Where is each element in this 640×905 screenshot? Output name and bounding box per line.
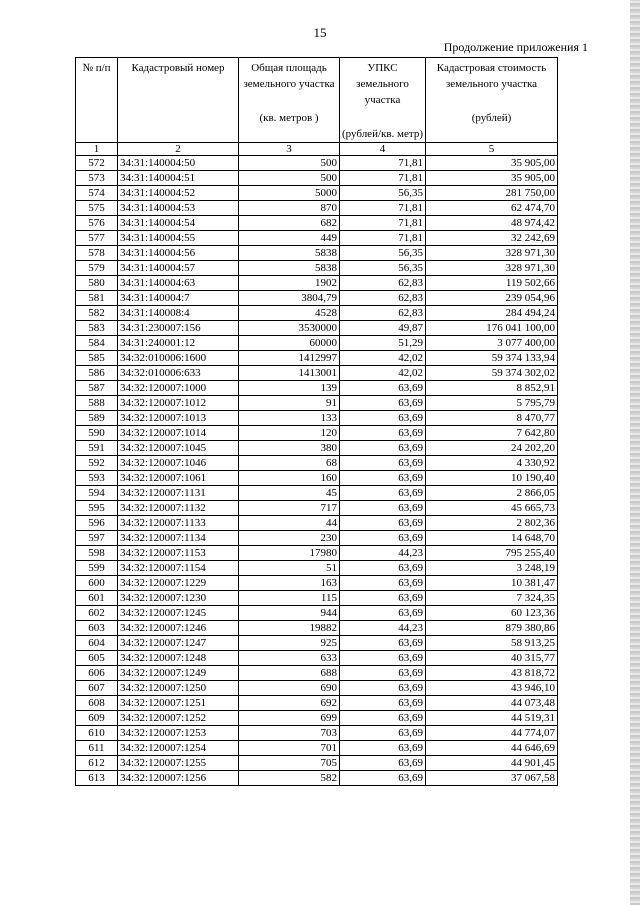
cadastral-number-cell: 34:32:120007:1248	[118, 651, 239, 666]
upks-cell: 63,69	[340, 591, 426, 606]
table-row	[76, 636, 558, 651]
header-cost-label: Кадастровая стоимость земельного участка	[436, 62, 547, 90]
upks-cell: 71,81	[340, 216, 426, 231]
table-row	[76, 621, 558, 636]
area-cell: 870	[239, 201, 340, 216]
row-number-cell: 578	[76, 246, 118, 261]
area-cell: 705	[239, 756, 340, 771]
cadastral-number-cell: 34:32:010006:633	[118, 366, 239, 381]
cadastral-number-cell: 34:32:120007:1255	[118, 756, 239, 771]
upks-cell: 63,69	[340, 741, 426, 756]
table-row	[76, 366, 558, 381]
continuation-note: Продолжение приложения 1	[443, 40, 588, 54]
cadastral-number-cell: 34:32:120007:1133	[118, 516, 239, 531]
table-row	[76, 321, 558, 336]
page-number: 15	[313, 25, 327, 40]
cadastral-cost-cell: 14 648,70	[426, 531, 558, 546]
table-row	[76, 216, 558, 231]
table-row	[76, 606, 558, 621]
area-cell: 51	[239, 561, 340, 576]
area-cell: 3530000	[239, 321, 340, 336]
cadastral-number-cell: 34:31:140004:7	[118, 291, 239, 306]
row-number-cell: 602	[76, 606, 118, 621]
table-body	[76, 156, 558, 786]
upks-cell: 63,69	[340, 411, 426, 426]
table-row	[76, 726, 558, 741]
row-number-cell: 604	[76, 636, 118, 651]
upks-cell: 56,35	[340, 246, 426, 261]
table-row	[76, 681, 558, 696]
area-cell: 500	[239, 171, 340, 186]
table-row	[76, 756, 558, 771]
cadastral-number-cell: 34:32:120007:1014	[118, 426, 239, 441]
upks-cell: 56,35	[340, 261, 426, 276]
area-cell: 692	[239, 696, 340, 711]
area-cell: 500	[239, 156, 340, 171]
column-number: 5	[426, 143, 558, 156]
cadastral-cost-cell: 8 470,77	[426, 411, 558, 426]
table-row	[76, 546, 558, 561]
row-number-cell: 575	[76, 201, 118, 216]
row-number-cell: 605	[76, 651, 118, 666]
upks-cell: 63,69	[340, 651, 426, 666]
area-cell: 449	[239, 231, 340, 246]
upks-cell: 63,69	[340, 516, 426, 531]
area-cell: 91	[239, 396, 340, 411]
table-row	[76, 171, 558, 186]
cadastral-number-cell: 34:32:120007:1061	[118, 471, 239, 486]
row-number-cell: 593	[76, 471, 118, 486]
area-cell: 1902	[239, 276, 340, 291]
column-number: 1	[76, 143, 118, 156]
row-number-cell: 592	[76, 456, 118, 471]
upks-cell: 63,69	[340, 381, 426, 396]
cadastral-cost-cell: 59 374 133,94	[426, 351, 558, 366]
cadastral-cost-cell: 45 665,73	[426, 501, 558, 516]
table-row	[76, 771, 558, 786]
row-number-cell: 600	[76, 576, 118, 591]
cadastral-cost-cell: 119 502,66	[426, 276, 558, 291]
upks-cell: 63,69	[340, 576, 426, 591]
cadastral-number-cell: 34:32:120007:1245	[118, 606, 239, 621]
header-upks-unit: (рублей/кв. метр)	[342, 128, 423, 140]
cadastral-cost-cell: 35 905,00	[426, 171, 558, 186]
cadastral-cost-cell: 7 324,35	[426, 591, 558, 606]
cadastral-cost-cell: 8 852,91	[426, 381, 558, 396]
upks-cell: 62,83	[340, 306, 426, 321]
header-cadastral-number	[118, 58, 239, 143]
cadastral-number-cell: 34:32:120007:1000	[118, 381, 239, 396]
row-number-cell: 586	[76, 366, 118, 381]
row-number-cell: 585	[76, 351, 118, 366]
upks-cell: 63,69	[340, 711, 426, 726]
cadastral-number-cell: 34:32:120007:1230	[118, 591, 239, 606]
table-row	[76, 246, 558, 261]
upks-cell: 71,81	[340, 171, 426, 186]
area-cell: 68	[239, 456, 340, 471]
header-cadastral-number-label: Кадастровый номер	[131, 62, 225, 74]
cadastral-number-cell: 34:32:120007:1256	[118, 771, 239, 786]
cadastral-cost-cell: 35 905,00	[426, 156, 558, 171]
row-number-cell: 603	[76, 621, 118, 636]
cadastral-cost-cell: 176 041 100,00	[426, 321, 558, 336]
table-row	[76, 531, 558, 546]
table-row	[76, 516, 558, 531]
cadastral-number-cell: 34:32:120007:1252	[118, 711, 239, 726]
upks-cell: 49,87	[340, 321, 426, 336]
upks-cell: 63,69	[340, 486, 426, 501]
row-number-cell: 581	[76, 291, 118, 306]
upks-cell: 71,81	[340, 231, 426, 246]
table-header-row	[76, 58, 558, 143]
area-cell: 703	[239, 726, 340, 741]
cadastral-cost-cell: 37 067,58	[426, 771, 558, 786]
row-number-cell: 588	[76, 396, 118, 411]
cadastral-number-cell: 34:31:140004:53	[118, 201, 239, 216]
table-row	[76, 306, 558, 321]
upks-cell: 56,35	[340, 186, 426, 201]
area-cell: 163	[239, 576, 340, 591]
cadastral-number-cell: 34:32:120007:1153	[118, 546, 239, 561]
cadastral-number-cell: 34:32:120007:1046	[118, 456, 239, 471]
header-cadastral-cost	[426, 58, 558, 143]
cadastral-cost-cell: 62 474,70	[426, 201, 558, 216]
cadastral-number-cell: 34:32:120007:1247	[118, 636, 239, 651]
cadastral-cost-cell: 44 073,48	[426, 696, 558, 711]
row-number-cell: 608	[76, 696, 118, 711]
area-cell: 133	[239, 411, 340, 426]
cadastral-cost-cell: 43 946,10	[426, 681, 558, 696]
cadastral-number-cell: 34:31:240001:12	[118, 336, 239, 351]
row-number-cell: 579	[76, 261, 118, 276]
row-number-cell: 580	[76, 276, 118, 291]
area-cell: 4528	[239, 306, 340, 321]
cadastral-number-cell: 34:31:140004:50	[118, 156, 239, 171]
row-number-cell: 599	[76, 561, 118, 576]
upks-cell: 63,69	[340, 666, 426, 681]
table-row	[76, 261, 558, 276]
upks-cell: 63,69	[340, 396, 426, 411]
area-cell: 1412997	[239, 351, 340, 366]
upks-cell: 63,69	[340, 441, 426, 456]
header-area-label: Общая площадь земельного участка	[243, 62, 335, 90]
upks-cell: 63,69	[340, 726, 426, 741]
table-row	[76, 351, 558, 366]
table-row	[76, 231, 558, 246]
upks-cell: 62,83	[340, 291, 426, 306]
row-number-cell: 583	[76, 321, 118, 336]
upks-cell: 63,69	[340, 696, 426, 711]
cadastral-cost-cell: 3 248,19	[426, 561, 558, 576]
area-cell: 582	[239, 771, 340, 786]
area-cell: 944	[239, 606, 340, 621]
cadastral-number-cell: 34:32:010006:1600	[118, 351, 239, 366]
area-cell: 17980	[239, 546, 340, 561]
header-upks	[340, 58, 426, 143]
upks-cell: 63,69	[340, 456, 426, 471]
area-cell: 688	[239, 666, 340, 681]
cadastral-cost-cell: 281 750,00	[426, 186, 558, 201]
row-number-cell: 610	[76, 726, 118, 741]
area-cell: 120	[239, 426, 340, 441]
upks-cell: 63,69	[340, 756, 426, 771]
cadastral-number-cell: 34:31:140004:54	[118, 216, 239, 231]
table-row	[76, 666, 558, 681]
table-row	[76, 396, 558, 411]
table-row	[76, 651, 558, 666]
row-number-cell: 606	[76, 666, 118, 681]
cadastral-cost-cell: 879 380,86	[426, 621, 558, 636]
row-number-cell: 611	[76, 741, 118, 756]
table-row	[76, 741, 558, 756]
cadastral-number-cell: 34:32:120007:1045	[118, 441, 239, 456]
row-number-cell: 597	[76, 531, 118, 546]
table-row	[76, 156, 558, 171]
table-row	[76, 561, 558, 576]
cadastral-number-cell: 34:31:140004:52	[118, 186, 239, 201]
cadastral-cost-cell: 328 971,30	[426, 261, 558, 276]
row-number-cell: 609	[76, 711, 118, 726]
cadastral-cost-cell: 10 381,47	[426, 576, 558, 591]
cadastral-number-cell: 34:32:120007:1249	[118, 666, 239, 681]
table-row	[76, 276, 558, 291]
row-number-cell: 573	[76, 171, 118, 186]
cadastral-cost-cell: 44 519,31	[426, 711, 558, 726]
header-area	[239, 58, 340, 143]
cadastral-cost-cell: 3 077 400,00	[426, 336, 558, 351]
area-cell: 701	[239, 741, 340, 756]
area-cell: 633	[239, 651, 340, 666]
column-number: 3	[239, 143, 340, 156]
row-number-cell: 613	[76, 771, 118, 786]
area-cell: 160	[239, 471, 340, 486]
upks-cell: 71,81	[340, 201, 426, 216]
table-row	[76, 426, 558, 441]
cadastral-cost-cell: 40 315,77	[426, 651, 558, 666]
area-cell: 45	[239, 486, 340, 501]
cadastral-cost-cell: 32 242,69	[426, 231, 558, 246]
row-number-cell: 594	[76, 486, 118, 501]
scan-edge-strip	[630, 0, 640, 905]
table-row	[76, 411, 558, 426]
area-cell: 230	[239, 531, 340, 546]
upks-cell: 63,69	[340, 426, 426, 441]
cadastral-number-cell: 34:32:120007:1254	[118, 741, 239, 756]
area-cell: 5838	[239, 261, 340, 276]
upks-cell: 44,23	[340, 621, 426, 636]
cadastral-number-cell: 34:32:120007:1251	[118, 696, 239, 711]
table-row	[76, 471, 558, 486]
cadastral-number-cell: 34:32:120007:1250	[118, 681, 239, 696]
upks-cell: 42,02	[340, 366, 426, 381]
row-number-cell: 582	[76, 306, 118, 321]
row-number-cell: 598	[76, 546, 118, 561]
cadastral-number-cell: 34:32:120007:1134	[118, 531, 239, 546]
upks-cell: 63,69	[340, 531, 426, 546]
table-row	[76, 201, 558, 216]
area-cell: 115	[239, 591, 340, 606]
header-cost-unit: (рублей)	[471, 112, 512, 124]
row-number-cell: 612	[76, 756, 118, 771]
table-row	[76, 186, 558, 201]
area-cell: 1413001	[239, 366, 340, 381]
row-number-cell: 572	[76, 156, 118, 171]
cadastral-cost-cell: 5 795,79	[426, 396, 558, 411]
table-row	[76, 696, 558, 711]
area-cell: 690	[239, 681, 340, 696]
cadastral-number-cell: 34:32:120007:1131	[118, 486, 239, 501]
cadastral-number-cell: 34:31:140004:56	[118, 246, 239, 261]
cadastral-number-cell: 34:32:120007:1253	[118, 726, 239, 741]
cadastral-number-cell: 34:31:140004:51	[118, 171, 239, 186]
area-cell: 60000	[239, 336, 340, 351]
table-row	[76, 486, 558, 501]
upks-cell: 51,29	[340, 336, 426, 351]
area-cell: 3804,79	[239, 291, 340, 306]
cadastral-number-cell: 34:31:140004:55	[118, 231, 239, 246]
row-number-cell: 601	[76, 591, 118, 606]
cadastral-cost-cell: 44 774,07	[426, 726, 558, 741]
cadastral-number-cell: 34:31:140004:63	[118, 276, 239, 291]
cadastral-cost-cell: 58 913,25	[426, 636, 558, 651]
row-number-cell: 584	[76, 336, 118, 351]
upks-cell: 42,02	[340, 351, 426, 366]
cadastral-number-cell: 34:32:120007:1229	[118, 576, 239, 591]
area-cell: 717	[239, 501, 340, 516]
area-cell: 5000	[239, 186, 340, 201]
row-number-cell: 574	[76, 186, 118, 201]
cadastral-cost-cell: 43 818,72	[426, 666, 558, 681]
area-cell: 19882	[239, 621, 340, 636]
upks-cell: 63,69	[340, 636, 426, 651]
cadastral-number-cell: 34:31:230007:156	[118, 321, 239, 336]
table-row	[76, 501, 558, 516]
row-number-cell: 595	[76, 501, 118, 516]
table-row	[76, 291, 558, 306]
cadastral-number-cell: 34:32:120007:1132	[118, 501, 239, 516]
table-row	[76, 591, 558, 606]
cadastral-number-cell: 34:31:140004:57	[118, 261, 239, 276]
cadastral-cost-cell: 239 054,96	[426, 291, 558, 306]
row-number-cell: 576	[76, 216, 118, 231]
cadastral-number-cell: 34:32:120007:1012	[118, 396, 239, 411]
upks-cell: 44,23	[340, 546, 426, 561]
cadastral-number-cell: 34:32:120007:1246	[118, 621, 239, 636]
header-area-unit: (кв. метров )	[259, 112, 319, 124]
upks-cell: 63,69	[340, 771, 426, 786]
header-upks-label: УПКС земельного участка	[356, 62, 409, 106]
upks-cell: 63,69	[340, 606, 426, 621]
cadastral-cost-cell: 48 974,42	[426, 216, 558, 231]
upks-cell: 63,69	[340, 681, 426, 696]
cadastral-cost-cell: 7 642,80	[426, 426, 558, 441]
upks-cell: 62,83	[340, 276, 426, 291]
column-number-row	[76, 143, 558, 156]
cadastral-cost-cell: 284 494,24	[426, 306, 558, 321]
area-cell: 380	[239, 441, 340, 456]
table-row	[76, 336, 558, 351]
cadastral-cost-cell: 44 901,45	[426, 756, 558, 771]
upks-cell: 63,69	[340, 471, 426, 486]
area-cell: 699	[239, 711, 340, 726]
cadastral-cost-cell: 10 190,40	[426, 471, 558, 486]
header-row-number-label: № п/п	[82, 62, 111, 74]
row-number-cell: 591	[76, 441, 118, 456]
upks-cell: 71,81	[340, 156, 426, 171]
cadastral-cost-cell: 24 202,20	[426, 441, 558, 456]
cadastral-number-cell: 34:32:120007:1013	[118, 411, 239, 426]
row-number-cell: 587	[76, 381, 118, 396]
cadastral-number-cell: 34:31:140008:4	[118, 306, 239, 321]
cadastral-value-table	[75, 57, 558, 786]
table-row	[76, 711, 558, 726]
area-cell: 44	[239, 516, 340, 531]
cadastral-cost-cell: 60 123,36	[426, 606, 558, 621]
upks-cell: 63,69	[340, 561, 426, 576]
table-row	[76, 381, 558, 396]
area-cell: 5838	[239, 246, 340, 261]
cadastral-cost-cell: 328 971,30	[426, 246, 558, 261]
cadastral-cost-cell: 44 646,69	[426, 741, 558, 756]
upks-cell: 63,69	[340, 501, 426, 516]
column-number: 4	[340, 143, 426, 156]
table-row	[76, 456, 558, 471]
area-cell: 139	[239, 381, 340, 396]
column-number: 2	[118, 143, 239, 156]
table-row	[76, 576, 558, 591]
row-number-cell: 589	[76, 411, 118, 426]
area-cell: 925	[239, 636, 340, 651]
row-number-cell: 596	[76, 516, 118, 531]
cadastral-number-cell: 34:32:120007:1154	[118, 561, 239, 576]
row-number-cell: 607	[76, 681, 118, 696]
row-number-cell: 590	[76, 426, 118, 441]
cadastral-cost-cell: 4 330,92	[426, 456, 558, 471]
area-cell: 682	[239, 216, 340, 231]
cadastral-cost-cell: 2 802,36	[426, 516, 558, 531]
cadastral-cost-cell: 795 255,40	[426, 546, 558, 561]
header-row-number	[76, 58, 118, 143]
cadastral-cost-cell: 2 866,05	[426, 486, 558, 501]
table-row	[76, 441, 558, 456]
row-number-cell: 577	[76, 231, 118, 246]
cadastral-cost-cell: 59 374 302,02	[426, 366, 558, 381]
